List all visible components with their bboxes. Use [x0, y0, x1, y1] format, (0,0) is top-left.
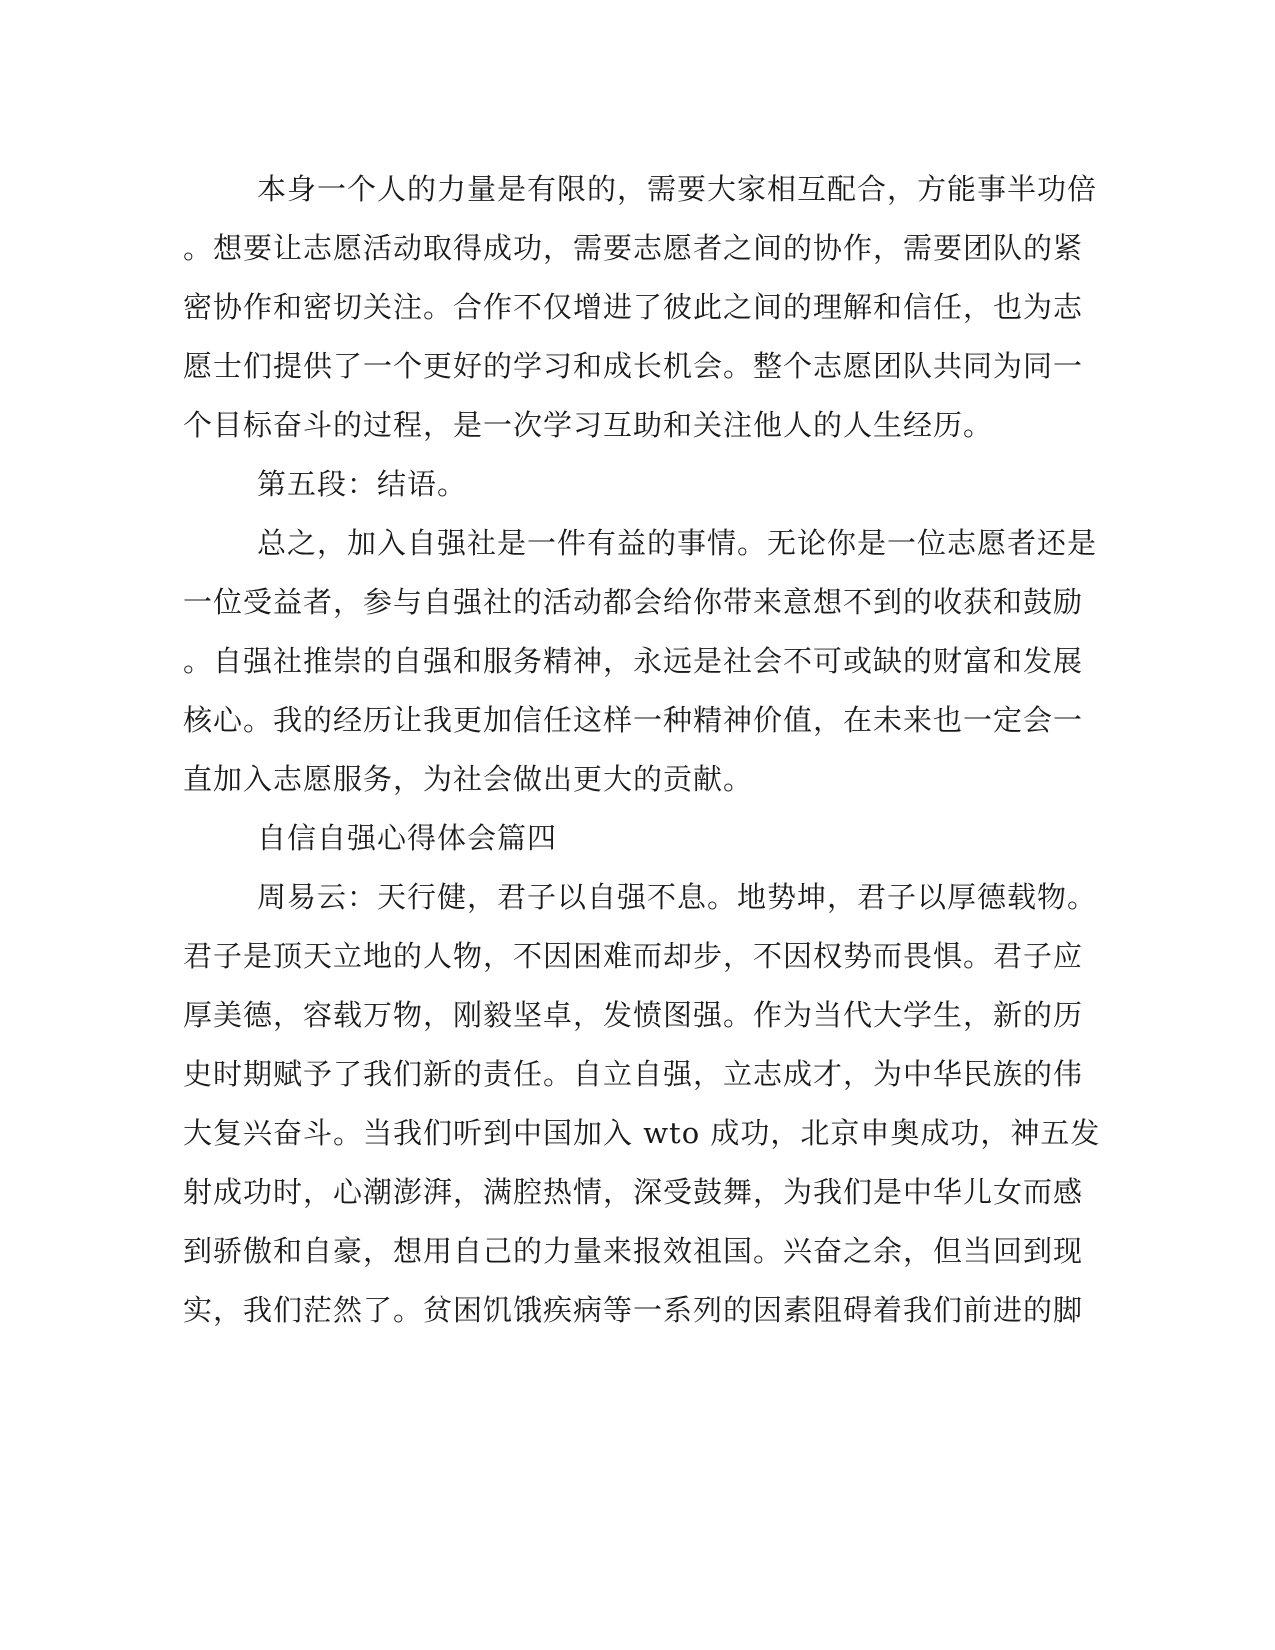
text-line: 射成功时，心潮澎湃，满腔热情，深受鼓舞，为我们是中华儿女而感 — [183, 1175, 1084, 1209]
section-heading-conclusion — [183, 455, 1040, 514]
text-line: 周易云：天行健，君子以自强不息。地势坤，君子以厚德载物。 — [257, 880, 1098, 914]
text-line: 大复兴奋斗。当我们听到中国加入 wto 成功，北京申奥成功，神五发 — [183, 1116, 1101, 1150]
text-line: 实，我们茫然了。贫困饥饿疾病等一系列的因素阻碍着我们前进的脚 — [183, 1293, 1084, 1327]
text-line: 本身一个人的力量是有限的，需要大家相互配合，方能事半功倍 — [257, 172, 1098, 206]
article-title-part-four — [183, 809, 1040, 868]
text-line: 到骄傲和自豪，想用自己的力量来报效祖国。兴奋之余，但当回到现 — [183, 1234, 1084, 1268]
paragraph-conclusion — [183, 514, 1098, 809]
text-line: 第五段：结语。 — [257, 467, 468, 501]
text-line: 自信自强心得体会篇四 — [257, 821, 558, 855]
text-line: 核心。我的经历让我更加信任这样一种精神价值，在未来也一定会一 — [183, 703, 1084, 737]
paragraph-teamwork — [183, 160, 1098, 455]
document-body — [183, 160, 1101, 1340]
text-line: 君子是顶天立地的人物，不因困难而却步，不因权势而畏惧。君子应 — [183, 939, 1084, 973]
text-line: 愿士们提供了一个更好的学习和成长机会。整个志愿团队共同为同一 — [183, 349, 1084, 383]
text-line: 史时期赋予了我们新的责任。自立自强，立志成才，为中华民族的伟 — [183, 1057, 1084, 1091]
paragraph-zhouyi — [183, 868, 1101, 1340]
text-line: 。想要让志愿活动取得成功，需要志愿者之间的协作，需要团队的紧 — [183, 231, 1084, 265]
text-line: 厚美德，容载万物，刚毅坚卓，发愤图强。作为当代大学生，新的历 — [183, 998, 1084, 1032]
text-line: 直加入志愿服务，为社会做出更大的贡献。 — [183, 762, 754, 796]
text-line: 密协作和密切关注。合作不仅增进了彼此之间的理解和信任，也为志 — [183, 290, 1084, 324]
text-line: 总之，加入自强社是一件有益的事情。无论你是一位志愿者还是 — [257, 526, 1098, 560]
text-line: 一位受益者，参与自强社的活动都会给你带来意想不到的收获和鼓励 — [183, 585, 1084, 619]
text-line: 个目标奋斗的过程，是一次学习互助和关注他人的人生经历。 — [183, 408, 994, 442]
text-line: 。自强社推崇的自强和服务精神，永远是社会不可或缺的财富和发展 — [183, 644, 1084, 678]
